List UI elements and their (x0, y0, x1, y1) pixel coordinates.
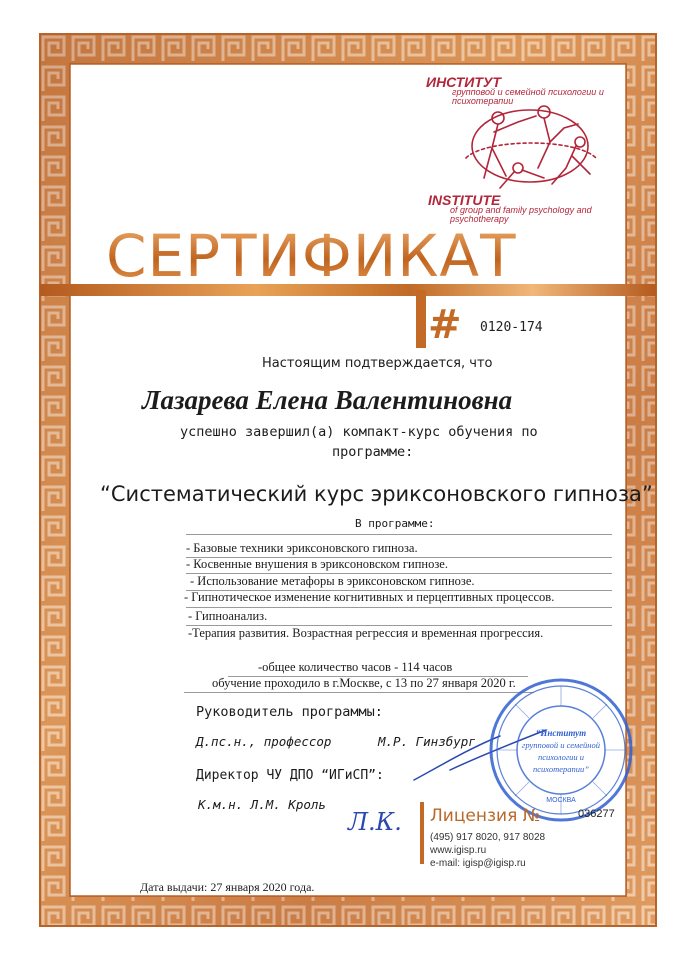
seal-text-4: психотерапии” (533, 764, 589, 774)
divider-line (186, 534, 612, 535)
manager-name: М.Р. Гинзбург (378, 734, 476, 749)
program-item: -Терапия развития. Возрастная регрессия и временная прогрессия. (188, 626, 544, 640)
seal-text-3: психологии и (537, 752, 585, 762)
certificate-number: 0120-174 (480, 320, 543, 335)
place-dates: обучение проходило в г.Москве, с 13 по 27 января 2020 г. (212, 676, 516, 690)
contact-phone: (495) 917 8020, 917 8028 (430, 832, 546, 843)
license-number: 036277 (578, 808, 615, 820)
seal-city: МОСКВА (546, 797, 576, 804)
director-signature: Л.К. (348, 808, 402, 836)
number-sign: # (428, 302, 462, 348)
manager-label: Руководитель программы: (196, 704, 383, 720)
in-program-label: В программе: (355, 517, 435, 530)
logo-ru-subtitle: групповой и семейной психологии и психотерапии (452, 87, 604, 106)
divider-line (184, 692, 534, 693)
logo-en-subtitle: of group and family psychology and psychotherapy (450, 205, 592, 224)
license-label: Лицензия № (430, 806, 541, 826)
certificate-title: СЕРТИФИКАТ (106, 222, 526, 290)
completed-line-2: программе: (332, 444, 414, 460)
course-title: “Систематический курс эриксоновского гипноза” (100, 482, 653, 506)
program-item: - Гипноанализ. (188, 609, 268, 623)
completed-line-1: успешно завершил(а) компакт-курс обучения по (180, 424, 538, 440)
contact-site: www.igisp.ru (430, 845, 487, 856)
divider-line (186, 607, 612, 608)
logo-en-title: INSTITUTE (428, 192, 501, 208)
seal-text-2: групповой и семейной (522, 740, 600, 750)
contact-email: e-mail: igisp@igisp.ru (430, 858, 526, 869)
director-name: К.м.н. Л.М. Кроль (198, 797, 326, 812)
number-accent-bar (416, 290, 426, 348)
round-stamp-icon (487, 676, 635, 824)
confirm-text: Настоящим подтверждается, что (262, 356, 493, 371)
total-hours: -общее количество часов - 114 часов (258, 660, 453, 674)
institute-logo (426, 74, 626, 234)
dancers-logo-icon (426, 98, 626, 194)
seal-text-1: “Институт (535, 728, 587, 738)
program-item: - Использование метафоры в эриксоновском гипнозе. (190, 574, 475, 588)
manager-title: Д.пс.н., профессор (196, 734, 332, 749)
director-label: Директор ЧУ ДПО “ИГиСП”: (196, 768, 384, 783)
issue-date: Дата выдачи: 27 января 2020 года. (140, 880, 315, 894)
logo-ru-title: ИНСТИТУТ (426, 74, 501, 90)
program-item: - Гипнотическое изменение когнитивных и перцептивных процессов. (184, 590, 555, 604)
license-accent-bar (420, 802, 424, 864)
program-item: - Косвенные внушения в эриксоновском гипнозе. (186, 557, 448, 571)
recipient-name: Лазарева Елена Валентиновна (142, 385, 513, 415)
program-item: - Базовые техники эриксоновского гипноза. (186, 541, 418, 555)
